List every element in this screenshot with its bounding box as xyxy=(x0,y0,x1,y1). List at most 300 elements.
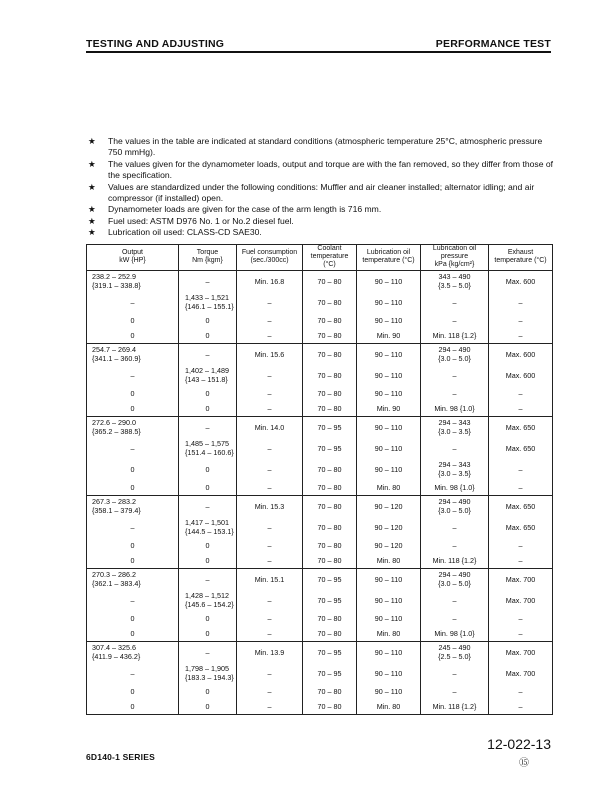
cell-output xyxy=(87,663,179,684)
cell-torque xyxy=(179,663,237,684)
cell-line: Min. 13.9 xyxy=(254,647,285,657)
cell-line: {3.5 – 5.0} xyxy=(438,281,471,291)
cell-line: {3.0 – 5.0} xyxy=(438,579,471,589)
header-rule xyxy=(86,51,551,53)
table-row xyxy=(87,459,553,480)
header-exhaust-temp xyxy=(489,245,553,271)
header-output xyxy=(87,245,179,271)
cell-line: 1,428 – 1,512 xyxy=(185,591,229,601)
cell-fuel-consumption xyxy=(237,626,303,642)
cell-line: {146.1 – 155.1} xyxy=(185,302,234,312)
cell-line: 270.3 – 286.2 xyxy=(92,570,136,580)
cell-coolant-temp xyxy=(303,553,357,569)
cell-line: – xyxy=(205,422,210,432)
table-row xyxy=(87,365,553,386)
cell-line: {143 – 151.8} xyxy=(185,375,228,385)
cell-coolant-temp xyxy=(303,626,357,642)
header-line: kPa {kg/cm²} xyxy=(434,261,475,269)
cell-line: – xyxy=(130,443,135,453)
cell-line: 294 – 490 xyxy=(438,497,471,507)
note-item xyxy=(86,159,556,182)
cell-fuel-consumption xyxy=(237,684,303,699)
cell-line: – xyxy=(518,482,523,492)
cell-line: 0 xyxy=(130,388,135,398)
cell-output xyxy=(87,328,179,344)
cell-lube-oil-temp xyxy=(357,611,421,626)
cell-line: 90 – 120 xyxy=(374,501,403,511)
cell-output xyxy=(87,553,179,569)
header-line: Exhaust xyxy=(507,249,534,257)
table-row xyxy=(87,611,553,626)
cell-line: – xyxy=(205,647,210,657)
cell-fuel-consumption xyxy=(237,416,303,438)
cell-lube-oil-temp xyxy=(357,553,421,569)
cell-line: 0 xyxy=(205,464,210,474)
cell-lube-oil-pressure xyxy=(421,590,489,611)
cell-lube-oil-pressure xyxy=(421,365,489,386)
header-line: (°C) xyxy=(323,261,336,269)
cell-line: Max. 700 xyxy=(505,595,536,605)
subsection-title: PERFORMANCE TEST xyxy=(435,38,551,50)
cell-torque xyxy=(179,495,237,517)
cell-line: Min. 80 xyxy=(376,628,401,638)
cell-line: 70 – 80 xyxy=(317,403,342,413)
cell-line: – xyxy=(452,370,457,380)
cell-fuel-consumption xyxy=(237,270,303,292)
cell-line: – xyxy=(267,613,272,623)
cell-coolant-temp xyxy=(303,517,357,538)
cell-line: – xyxy=(267,330,272,340)
cell-lube-oil-pressure xyxy=(421,328,489,344)
cell-line: 70 – 95 xyxy=(317,647,342,657)
cell-line: 0 xyxy=(130,613,135,623)
cell-torque xyxy=(179,459,237,480)
cell-exhaust-temp xyxy=(489,292,553,313)
cell-output xyxy=(87,517,179,538)
cell-line: 238.2 – 252.9 xyxy=(92,272,136,282)
cell-line: – xyxy=(267,701,272,711)
cell-fuel-consumption xyxy=(237,495,303,517)
cell-line: Max. 600 xyxy=(505,370,536,380)
cell-line: 0 xyxy=(130,686,135,696)
cell-torque xyxy=(179,365,237,386)
star-icon: ★ xyxy=(88,136,96,146)
cell-line: {3.0 – 3.5} xyxy=(438,427,471,437)
table-row xyxy=(87,270,553,292)
cell-line: 0 xyxy=(205,482,210,492)
cell-torque xyxy=(179,538,237,553)
cell-exhaust-temp xyxy=(489,480,553,496)
note-item xyxy=(86,182,556,205)
cell-line: 0 xyxy=(130,330,135,340)
cell-torque xyxy=(179,401,237,417)
table-row xyxy=(87,401,553,417)
header-line: kW {HP} xyxy=(119,257,146,265)
header-line: (sec./300cc) xyxy=(250,257,289,265)
cell-output xyxy=(87,459,179,480)
cell-line: 70 – 80 xyxy=(317,613,342,623)
cell-coolant-temp xyxy=(303,313,357,328)
cell-line: 1,433 – 1,521 xyxy=(185,293,229,303)
note-text: The values given for the dynamometer loads, output and torque are with the fan removed, so they differ from those of the specification. xyxy=(108,158,554,181)
cell-lube-oil-temp xyxy=(357,517,421,538)
cell-line: – xyxy=(130,370,135,380)
cell-line: 90 – 110 xyxy=(374,464,403,474)
cell-line: – xyxy=(452,686,457,696)
note-text: Fuel used: ASTM D976 No. 1 or No.2 diesel fuel. xyxy=(108,215,294,226)
cell-coolant-temp xyxy=(303,401,357,417)
cell-line: Min. 98 {1.0} xyxy=(434,628,475,638)
cell-line: {145.6 – 154.2} xyxy=(185,600,234,610)
cell-line: Max. 650 xyxy=(505,522,536,532)
cell-fuel-consumption xyxy=(237,328,303,344)
cell-line: – xyxy=(205,501,210,511)
cell-coolant-temp xyxy=(303,480,357,496)
cell-torque xyxy=(179,517,237,538)
cell-coolant-temp xyxy=(303,386,357,401)
cell-lube-oil-pressure xyxy=(421,495,489,517)
cell-line: – xyxy=(267,555,272,565)
cell-output xyxy=(87,365,179,386)
cell-coolant-temp xyxy=(303,641,357,663)
table-row xyxy=(87,699,553,715)
cell-line: 0 xyxy=(130,628,135,638)
star-icon: ★ xyxy=(88,227,96,238)
cell-lube-oil-pressure xyxy=(421,626,489,642)
header-line: Coolant xyxy=(317,245,342,252)
table-row xyxy=(87,480,553,496)
header-line: Torque xyxy=(196,249,219,257)
cell-line: – xyxy=(267,595,272,605)
table-row xyxy=(87,568,553,590)
cell-exhaust-temp xyxy=(489,517,553,538)
cell-line: 70 – 80 xyxy=(317,540,342,550)
header-line: Output xyxy=(121,249,143,257)
cell-line: 90 – 110 xyxy=(374,315,403,325)
cell-lube-oil-temp xyxy=(357,495,421,517)
cell-output xyxy=(87,684,179,699)
cell-line: Max. 650 xyxy=(505,443,536,453)
cell-line: – xyxy=(518,464,523,474)
cell-lube-oil-pressure xyxy=(421,538,489,553)
cell-line: – xyxy=(518,540,523,550)
cell-lube-oil-temp xyxy=(357,328,421,344)
cell-exhaust-temp xyxy=(489,626,553,642)
cell-fuel-consumption xyxy=(237,480,303,496)
cell-line: 0 xyxy=(205,403,210,413)
note-item xyxy=(86,227,556,238)
cell-line: Max. 650 xyxy=(505,501,536,511)
cell-lube-oil-pressure xyxy=(421,343,489,365)
cell-line: 70 – 80 xyxy=(317,686,342,696)
cell-line: 90 – 110 xyxy=(374,370,403,380)
cell-line: Max. 600 xyxy=(505,349,536,359)
cell-lube-oil-temp xyxy=(357,684,421,699)
cell-torque xyxy=(179,343,237,365)
cell-line: {358.1 – 379.4} xyxy=(92,506,141,516)
cell-line: Max. 700 xyxy=(505,668,536,678)
table-row xyxy=(87,313,553,328)
cell-output xyxy=(87,343,179,365)
cell-fuel-consumption xyxy=(237,553,303,569)
note-text: Dynamometer loads are given for the case of the arm length is 716 mm. xyxy=(108,204,382,215)
cell-line: 70 – 80 xyxy=(317,330,342,340)
cell-line: 0 xyxy=(130,403,135,413)
cell-lube-oil-temp xyxy=(357,270,421,292)
star-icon: ★ xyxy=(88,215,96,226)
cell-line: {411.9 – 436.2} xyxy=(92,652,141,662)
cell-fuel-consumption xyxy=(237,699,303,715)
cell-line: 70 – 95 xyxy=(317,595,342,605)
header-fuel-consumption xyxy=(237,245,303,271)
cell-line: Min. 90 xyxy=(376,403,401,413)
page-number: 12-022-13 xyxy=(487,736,551,752)
cell-exhaust-temp xyxy=(489,699,553,715)
cell-lube-oil-temp xyxy=(357,401,421,417)
cell-line: 1,402 – 1,489 xyxy=(185,366,229,376)
cell-line: – xyxy=(452,388,457,398)
cell-fuel-consumption xyxy=(237,568,303,590)
cell-lube-oil-temp xyxy=(357,416,421,438)
cell-line: – xyxy=(267,370,272,380)
cell-output xyxy=(87,480,179,496)
cell-lube-oil-temp xyxy=(357,292,421,313)
cell-line: 254.7 – 269.4 xyxy=(92,345,136,355)
cell-line: {365.2 – 388.5} xyxy=(92,427,141,437)
cell-line: {3.0 – 5.0} xyxy=(438,506,471,516)
notes-list xyxy=(86,136,556,239)
header-line: temperature (°C) xyxy=(362,257,415,265)
cell-line: – xyxy=(518,330,523,340)
cell-line: 90 – 110 xyxy=(374,668,403,678)
table-row xyxy=(87,663,553,684)
cell-line: – xyxy=(452,613,457,623)
cell-exhaust-temp xyxy=(489,684,553,699)
cell-torque xyxy=(179,553,237,569)
cell-line: 70 – 80 xyxy=(317,501,342,511)
cell-line: 0 xyxy=(130,540,135,550)
cell-line: – xyxy=(518,628,523,638)
cell-exhaust-temp xyxy=(489,611,553,626)
cell-line: Min. 14.0 xyxy=(254,422,285,432)
cell-line: {2.5 – 5.0} xyxy=(438,652,471,662)
cell-exhaust-temp xyxy=(489,495,553,517)
cell-line: {144.5 – 153.1} xyxy=(185,527,234,537)
cell-line: {3.0 – 3.5} xyxy=(438,469,471,479)
cell-coolant-temp xyxy=(303,416,357,438)
cell-lube-oil-temp xyxy=(357,538,421,553)
header-line: Nm {kgm} xyxy=(192,257,223,265)
cell-line: – xyxy=(452,522,457,532)
cell-lube-oil-pressure xyxy=(421,517,489,538)
cell-lube-oil-pressure xyxy=(421,416,489,438)
cell-line: Min. 118 {1.2} xyxy=(432,330,477,340)
cell-coolant-temp xyxy=(303,438,357,459)
cell-fuel-consumption xyxy=(237,401,303,417)
cell-lube-oil-pressure xyxy=(421,684,489,699)
cell-line: {3.0 – 5.0} xyxy=(438,354,471,364)
cell-line: – xyxy=(205,349,210,359)
cell-line: 90 – 110 xyxy=(374,574,403,584)
cell-line: 1,485 – 1,575 xyxy=(185,439,229,449)
cell-exhaust-temp xyxy=(489,641,553,663)
cell-lube-oil-pressure xyxy=(421,292,489,313)
table-row xyxy=(87,343,553,365)
cell-output xyxy=(87,611,179,626)
cell-line: Min. 80 xyxy=(376,701,401,711)
cell-fuel-consumption xyxy=(237,663,303,684)
cell-line: – xyxy=(452,540,457,550)
cell-line: – xyxy=(130,668,135,678)
cell-fuel-consumption xyxy=(237,590,303,611)
cell-fuel-consumption xyxy=(237,611,303,626)
series-label: 6D140-1 SERIES xyxy=(86,752,155,762)
page-header xyxy=(86,38,551,52)
cell-line: 90 – 110 xyxy=(374,686,403,696)
cell-exhaust-temp xyxy=(489,438,553,459)
cell-line: 0 xyxy=(130,555,135,565)
cell-line: – xyxy=(452,668,457,678)
cell-line: Min. 90 xyxy=(376,330,401,340)
cell-line: 70 – 80 xyxy=(317,388,342,398)
cell-lube-oil-pressure xyxy=(421,386,489,401)
cell-line: 0 xyxy=(205,613,210,623)
cell-line: – xyxy=(518,613,523,623)
cell-output xyxy=(87,386,179,401)
cell-torque xyxy=(179,270,237,292)
cell-torque xyxy=(179,699,237,715)
cell-coolant-temp xyxy=(303,328,357,344)
cell-line: 0 xyxy=(205,628,210,638)
cell-coolant-temp xyxy=(303,663,357,684)
cell-line: – xyxy=(452,595,457,605)
cell-line: 90 – 110 xyxy=(374,297,403,307)
cell-torque xyxy=(179,438,237,459)
cell-line: Max. 700 xyxy=(505,647,536,657)
cell-line: 70 – 80 xyxy=(317,701,342,711)
cell-line: 294 – 343 xyxy=(438,460,471,470)
cell-torque xyxy=(179,292,237,313)
cell-lube-oil-pressure xyxy=(421,313,489,328)
cell-torque xyxy=(179,386,237,401)
cell-exhaust-temp xyxy=(489,568,553,590)
cell-line: 70 – 95 xyxy=(317,443,342,453)
table-row xyxy=(87,641,553,663)
cell-lube-oil-temp xyxy=(357,626,421,642)
cell-fuel-consumption xyxy=(237,459,303,480)
cell-fuel-consumption xyxy=(237,313,303,328)
cell-lube-oil-pressure xyxy=(421,459,489,480)
cell-line: 1,798 – 1,905 xyxy=(185,664,229,674)
cell-line: – xyxy=(267,522,272,532)
cell-line: – xyxy=(267,482,272,492)
cell-line: 70 – 80 xyxy=(317,522,342,532)
cell-torque xyxy=(179,590,237,611)
cell-exhaust-temp xyxy=(489,590,553,611)
cell-torque xyxy=(179,626,237,642)
cell-output xyxy=(87,401,179,417)
cell-line: – xyxy=(518,701,523,711)
table-body xyxy=(87,270,553,714)
cell-output xyxy=(87,590,179,611)
cell-exhaust-temp xyxy=(489,386,553,401)
cell-coolant-temp xyxy=(303,590,357,611)
cell-line: 90 – 120 xyxy=(374,540,403,550)
cell-line: 70 – 80 xyxy=(317,276,342,286)
cell-line: 90 – 110 xyxy=(374,443,403,453)
cell-line: 70 – 80 xyxy=(317,464,342,474)
cell-line: 70 – 80 xyxy=(317,555,342,565)
cell-fuel-consumption xyxy=(237,365,303,386)
cell-lube-oil-temp xyxy=(357,699,421,715)
cell-coolant-temp xyxy=(303,292,357,313)
cell-lube-oil-temp xyxy=(357,568,421,590)
cell-output xyxy=(87,495,179,517)
cell-exhaust-temp xyxy=(489,401,553,417)
cell-line: {341.1 – 360.9} xyxy=(92,354,141,364)
cell-coolant-temp xyxy=(303,459,357,480)
cell-output xyxy=(87,270,179,292)
cell-line: – xyxy=(267,403,272,413)
cell-line: 70 – 95 xyxy=(317,574,342,584)
cell-lube-oil-temp xyxy=(357,313,421,328)
cell-line: – xyxy=(518,388,523,398)
cell-torque xyxy=(179,568,237,590)
cell-line: – xyxy=(518,297,523,307)
table-row xyxy=(87,590,553,611)
cell-line: – xyxy=(130,522,135,532)
cell-exhaust-temp xyxy=(489,270,553,292)
cell-line: Max. 650 xyxy=(505,422,536,432)
cell-output xyxy=(87,568,179,590)
cell-line: 90 – 110 xyxy=(374,388,403,398)
table-row xyxy=(87,495,553,517)
cell-line: – xyxy=(452,297,457,307)
cell-coolant-temp xyxy=(303,495,357,517)
cell-lube-oil-temp xyxy=(357,641,421,663)
cell-line: 245 – 490 xyxy=(438,643,471,653)
cell-output xyxy=(87,313,179,328)
cell-line: 0 xyxy=(130,464,135,474)
cell-line: 90 – 110 xyxy=(374,422,403,432)
cell-torque xyxy=(179,641,237,663)
cell-fuel-consumption xyxy=(237,386,303,401)
table-row xyxy=(87,553,553,569)
cell-lube-oil-pressure xyxy=(421,699,489,715)
cell-output xyxy=(87,626,179,642)
header-line: pressure xyxy=(440,253,469,261)
cell-exhaust-temp xyxy=(489,416,553,438)
table-row xyxy=(87,538,553,553)
cell-line: Min. 98 {1.0} xyxy=(434,403,475,413)
cell-line: – xyxy=(267,686,272,696)
header-line: Lubrication oil xyxy=(432,245,477,252)
cell-line: – xyxy=(267,443,272,453)
cell-fuel-consumption xyxy=(237,538,303,553)
cell-line: 70 – 95 xyxy=(317,422,342,432)
note-item xyxy=(86,136,556,159)
cell-line: Min. 118 {1.2} xyxy=(432,701,477,711)
table-row xyxy=(87,292,553,313)
cell-line: 343 – 490 xyxy=(438,272,471,282)
cell-line: Max. 600 xyxy=(505,276,536,286)
cell-line: 1,417 – 1,501 xyxy=(185,518,229,528)
cell-line: – xyxy=(267,315,272,325)
star-icon: ★ xyxy=(88,204,96,215)
cell-fuel-consumption xyxy=(237,292,303,313)
cell-line: – xyxy=(518,686,523,696)
cell-coolant-temp xyxy=(303,684,357,699)
